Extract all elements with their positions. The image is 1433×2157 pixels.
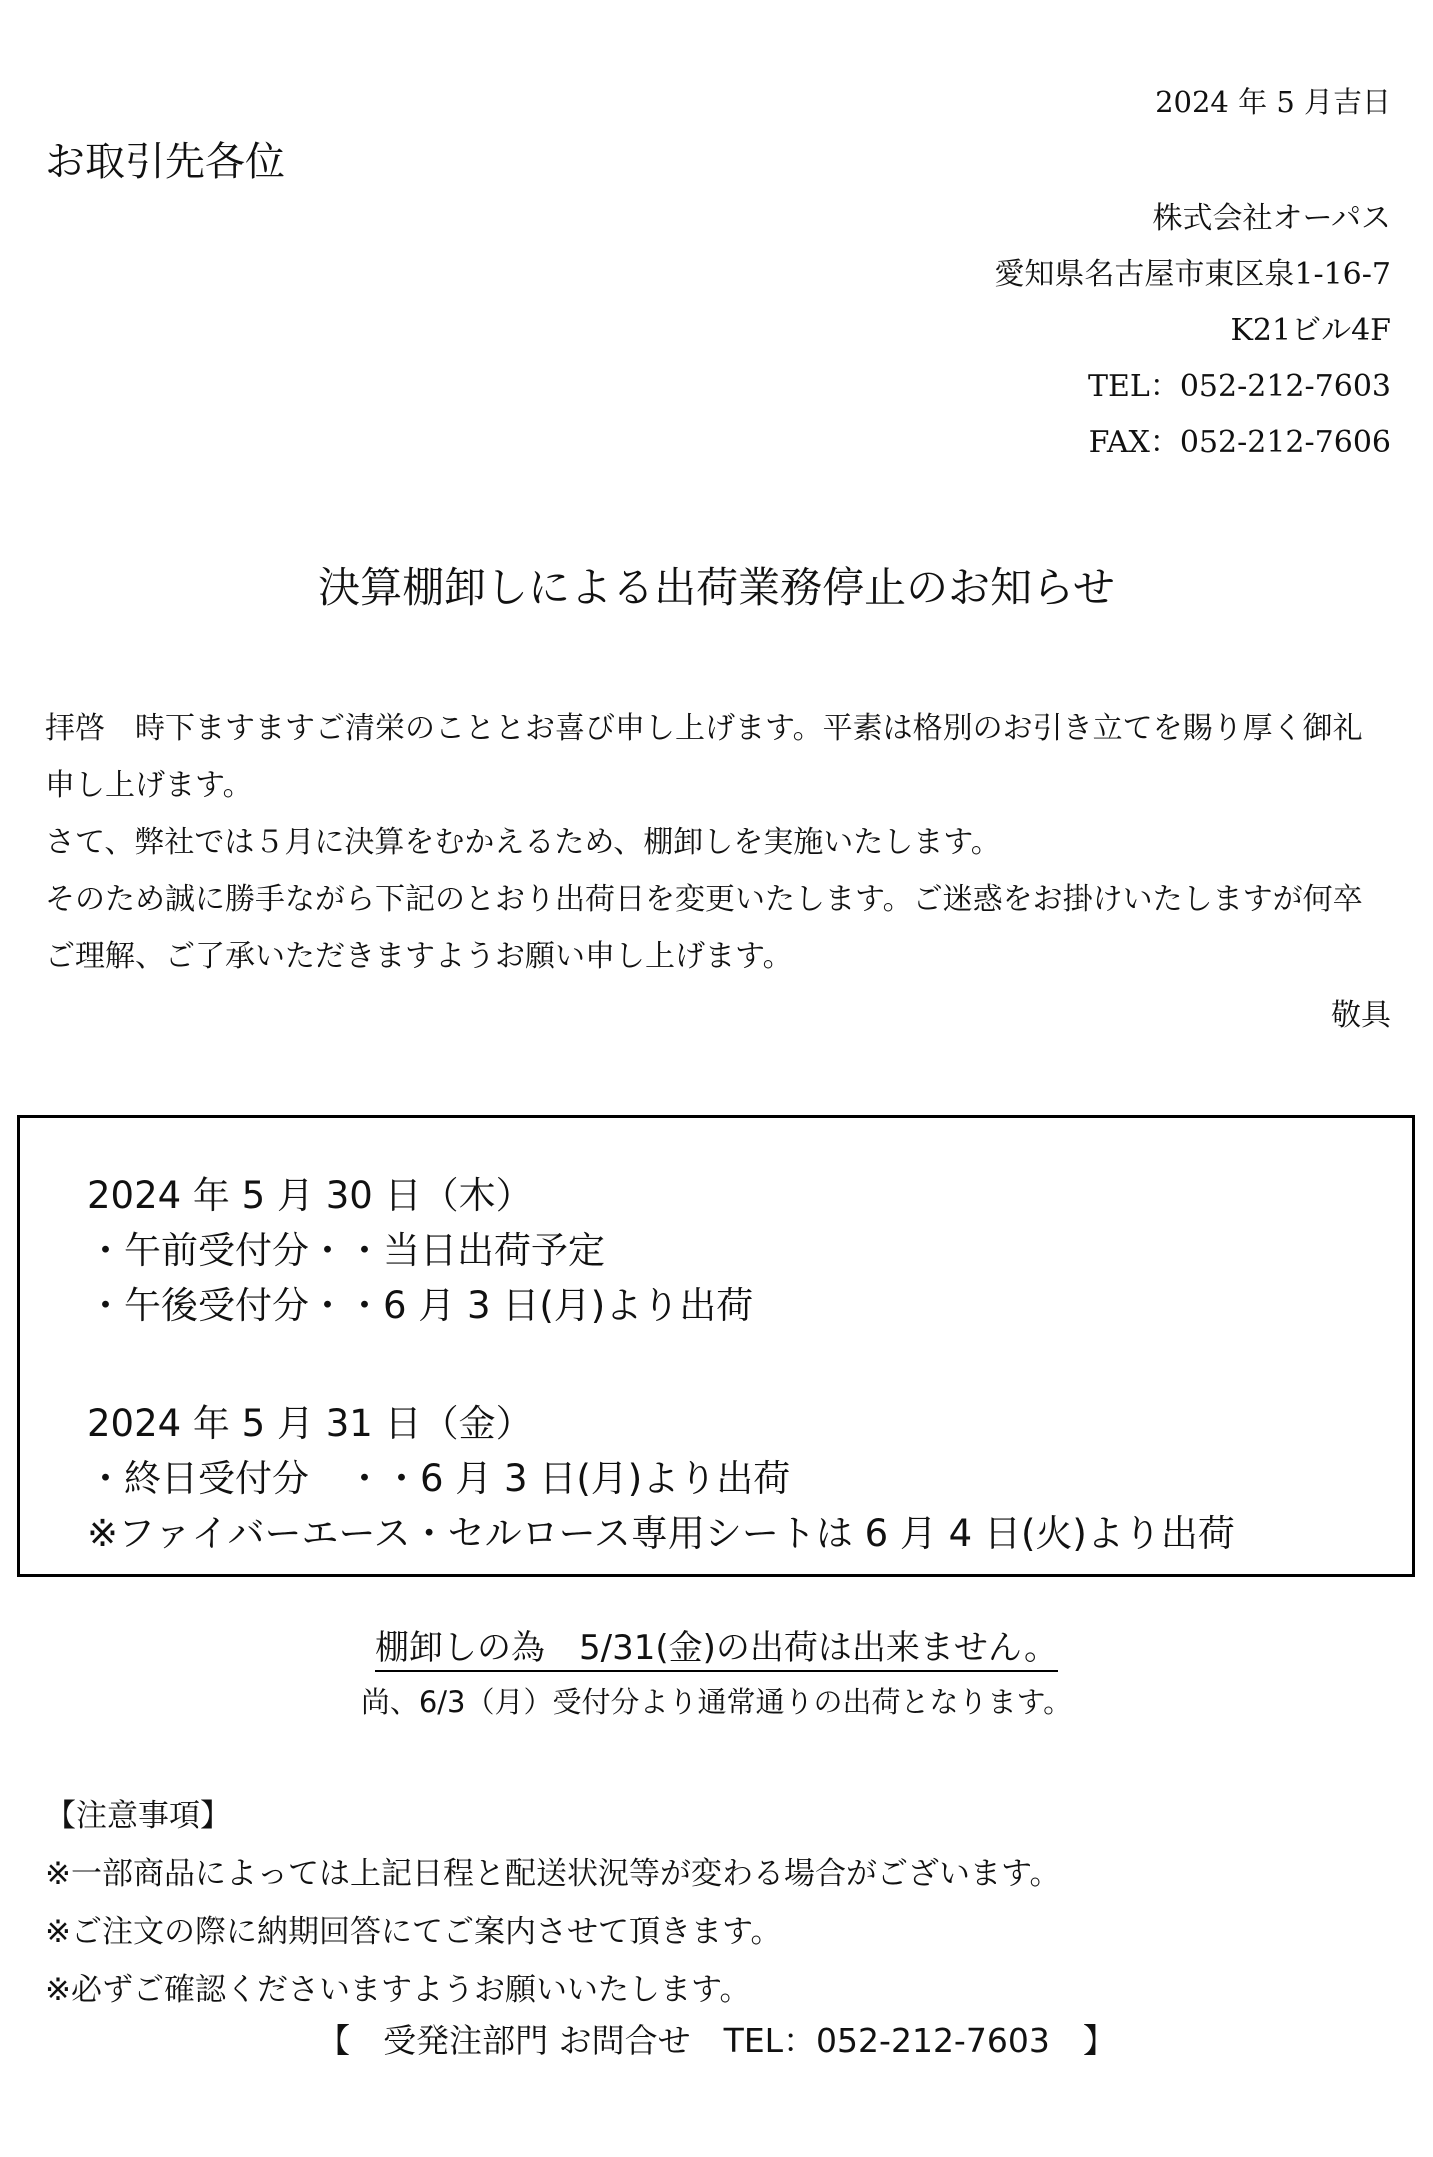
shipping-notice bbox=[0, 1620, 1433, 1669]
body-text bbox=[45, 700, 1390, 985]
document-date: 2024 年 5 月吉日 bbox=[1155, 85, 1391, 119]
sender-tel: TEL：052-212-7603 bbox=[1088, 369, 1391, 404]
schedule-box bbox=[17, 1115, 1415, 1577]
caution-item: ※一部商品によっては上記日程と配送状況等が変わる場合がございます。 bbox=[45, 1856, 1061, 1892]
recipient: お取引先各位 bbox=[45, 139, 285, 185]
caution-item: ※必ずご確認くださいますようお願いいたします。 bbox=[45, 1972, 751, 2008]
shipping-notice-text: 棚卸しの為 5/31(金)の出荷は出来ません。 bbox=[375, 1628, 1058, 1672]
sender-address-line1: 愛知県名古屋市東区泉1-16-7 bbox=[994, 257, 1391, 292]
schedule-day1-heading: 2024 年 5 月 30 日（木） bbox=[87, 1174, 533, 1217]
page-title: 決算棚卸しによる出荷業務停止のお知らせ bbox=[318, 563, 1115, 612]
schedule-day2-item: ・終日受付分 ・・6 月 3 日(月)より出荷 bbox=[87, 1457, 791, 1500]
sender-fax: FAX：052-212-7606 bbox=[1088, 425, 1391, 460]
schedule-day1-item: ・午前受付分・・当日出荷予定 bbox=[87, 1229, 605, 1272]
schedule-day1-item: ・午後受付分・・6 月 3 日(月)より出荷 bbox=[87, 1284, 754, 1327]
caution-heading: 【注意事項】 bbox=[45, 1798, 231, 1834]
body-paragraph: さて、弊社では５月に決算をむかえるため、棚卸しを実施いたします。 bbox=[45, 825, 1001, 860]
caution-item: ※ご注文の際に納期回答にてご案内させて頂きます。 bbox=[45, 1914, 782, 1950]
body-paragraph: そのため誠に勝手ながら下記のとおり出荷日を変更いたします。ご迷惑をお掛けいたしますが何卒ご理解、ご了承いただきますようお願い申し上げます。 bbox=[45, 882, 1363, 974]
closing-salutation: 敬具 bbox=[1331, 998, 1391, 1033]
sender-company: 株式会社オーパス bbox=[1152, 201, 1391, 236]
schedule-day2-note: ※ファイバーエース・セルロース専用シートは 6 月 4 日(火)より出荷 bbox=[87, 1512, 1235, 1555]
shipping-resume-note: 尚、6/3（月）受付分より通常通りの出荷となります。 bbox=[360, 1685, 1073, 1719]
sender-address-line2: K21ビル4F bbox=[1230, 313, 1391, 348]
schedule-day2-heading: 2024 年 5 月 31 日（金） bbox=[87, 1402, 533, 1445]
body-paragraph: 拝啓 時下ますますご清栄のこととお喜び申し上げます。平素は格別のお引き立てを賜り厚く御礼申し上げます。 bbox=[45, 711, 1363, 803]
contact-info: 【 受発注部門 お問合せ TEL：052-212-7603 】 bbox=[317, 2021, 1116, 2060]
